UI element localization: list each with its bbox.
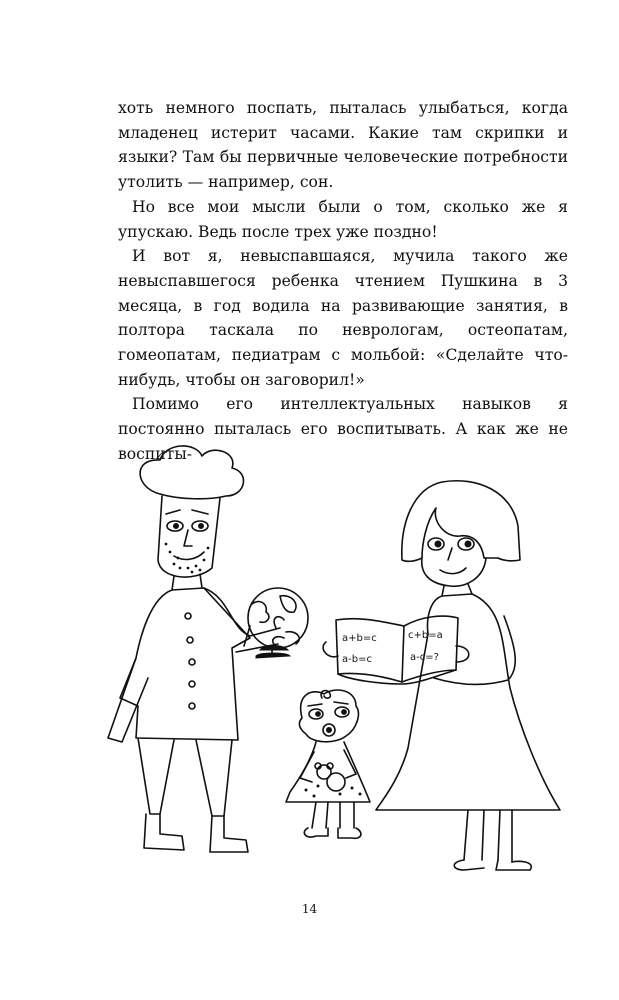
book-line-1: a+b=c <box>342 633 377 644</box>
body-text <box>118 96 568 467</box>
math-book <box>323 616 469 684</box>
page-number: 14 <box>301 902 318 916</box>
paragraph-3: И вот я, невыспавшаяся, мучила такого же невыспавшегося ребенка чтением Пушкина в 3 месяца, в год водила на развивающие занятия, в полтора таскала по неврологам, остеопатам, гомеопатам, педиатрам с мольбой: «Сделайте что-нибудь, чтобы он заговорил!» <box>118 247 568 389</box>
book-line-4: a-c=? <box>410 652 439 663</box>
paragraph-4: Помимо его интеллектуальных навыков я постоянно пыталась его воспитывать. А как же не воспиты- <box>118 395 568 463</box>
father-figure <box>108 446 284 852</box>
family-illustration <box>100 448 580 868</box>
book-line-2: c+b=a <box>408 630 443 641</box>
mother-figure <box>376 481 560 870</box>
paragraph-1: хоть немного поспать, пыталась улыбаться, когда младенец истерит часами. Какие там скрипки и языки? Там бы первичные человеческие потребности утолить — например, сон. <box>118 99 568 192</box>
globe-icon <box>244 588 308 658</box>
paragraph-2: Но все мои мысли были о том, сколько же я упускаю. Ведь после трех уже поздно! <box>118 197 568 241</box>
book-line-3: a-b=c <box>342 654 372 665</box>
family-drawing <box>100 448 580 868</box>
child-figure <box>286 690 370 838</box>
